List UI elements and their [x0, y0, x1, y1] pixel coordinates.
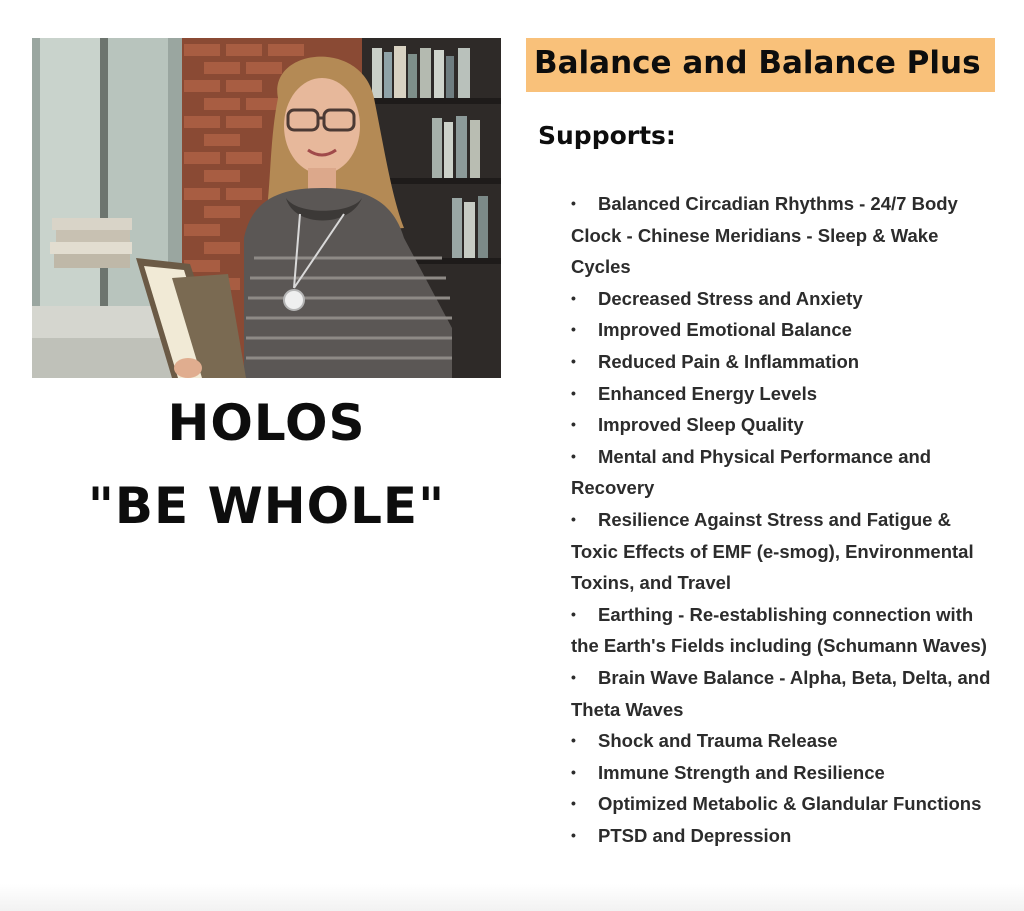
list-item — [571, 441, 991, 504]
benefit-text: PTSD and Depression — [598, 824, 792, 846]
product-title: Balance and Balance Plus — [526, 38, 995, 92]
bullet-icon: • — [571, 795, 576, 812]
list-item — [571, 314, 991, 346]
list-item — [571, 188, 991, 283]
benefit-text: Balanced Circadian Rhythms - 24/7 Body Clock - Chinese Meridians - Sleep & Wake Cycles — [571, 193, 958, 278]
list-item — [571, 599, 991, 662]
brand-block — [32, 390, 501, 535]
bullet-icon: • — [571, 384, 576, 401]
bullet-icon: • — [571, 763, 576, 780]
benefit-text: Reduced Pain & Inflammation — [598, 350, 860, 372]
benefit-text: Earthing - Re-establishing connection with the Earth's Fields including (Schumann Waves) — [571, 603, 987, 657]
bullet-icon: • — [571, 416, 576, 433]
benefits-list — [571, 188, 991, 851]
benefit-text: Enhanced Energy Levels — [598, 382, 818, 404]
bullet-icon: • — [571, 195, 576, 211]
benefit-text: Optimized Metabolic & Glandular Functions — [598, 793, 982, 815]
benefit-text: Brain Wave Balance - Alpha, Beta, Delta, and Theta Waves — [571, 666, 991, 720]
list-item — [571, 378, 991, 410]
list-item — [571, 662, 991, 725]
list-item — [571, 725, 991, 757]
list-item — [571, 788, 991, 820]
brand-name: HOLOS — [167, 394, 366, 452]
bullet-icon: • — [571, 668, 576, 685]
list-item — [571, 504, 991, 599]
list-item — [571, 283, 991, 315]
list-item — [571, 757, 991, 789]
brand-tagline: "BE WHOLE" — [87, 477, 446, 535]
hero-photo — [32, 38, 501, 378]
benefit-text: Shock and Trauma Release — [598, 730, 838, 752]
list-item — [571, 409, 991, 441]
benefit-text: Mental and Physical Performance and Recovery — [571, 445, 932, 499]
woman-reading-book-photo — [32, 38, 501, 378]
bullet-icon: • — [571, 732, 576, 749]
benefit-text: Decreased Stress and Anxiety — [598, 287, 863, 309]
list-item — [571, 820, 991, 852]
bullet-icon: • — [571, 605, 576, 622]
list-item — [571, 346, 991, 378]
bullet-icon: • — [571, 289, 576, 306]
benefit-text: Resilience Against Stress and Fatigue & Toxic Effects of EMF (e-smog), Environmental Toxins, and Travel — [571, 508, 974, 594]
supports-heading: Supports: — [538, 121, 676, 150]
benefit-text: Immune Strength and Resilience — [598, 761, 885, 783]
bullet-icon: • — [571, 321, 576, 338]
benefit-text: Improved Sleep Quality — [598, 414, 804, 436]
bullet-icon: • — [571, 352, 576, 369]
bottom-fade — [0, 884, 1024, 911]
bullet-icon: • — [571, 826, 576, 843]
bullet-icon: • — [571, 447, 576, 464]
bullet-icon: • — [571, 510, 576, 527]
benefit-text: Improved Emotional Balance — [598, 319, 852, 341]
